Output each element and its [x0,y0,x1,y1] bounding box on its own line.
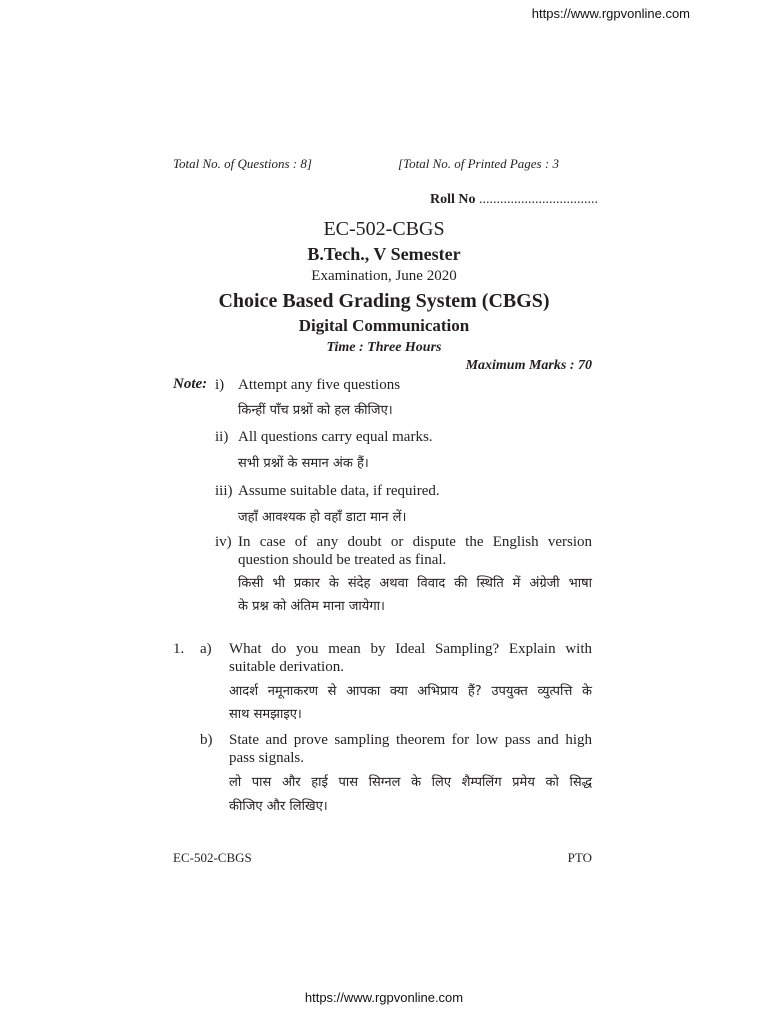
note-2-en: All questions carry equal marks. [238,429,433,445]
exam: Examination, June 2020 [311,268,457,284]
scheme: Choice Based Grading System (CBGS) [218,290,550,312]
note-4-en-line2: question should be treated as final. [238,552,447,568]
roll-no-label: Roll No [430,192,476,207]
max-marks: Maximum Marks : 70 [465,358,592,373]
question-1a-label: a) [200,641,212,657]
note-4-hi-line1: किसी भी प्रकार के संदेह अथवा विवाद की स्थिति में अंग्रेजी भाषा [238,576,592,591]
header-url[interactable]: https://www.rgpvonline.com [531,6,690,21]
note-3-num: iii) [215,483,233,499]
question-1b-en-line1: State and prove sampling theorem for low pass and high [229,732,592,748]
footer-url[interactable]: https://www.rgpvonline.com [304,990,464,1005]
note-2-num: ii) [215,429,229,445]
question-1-num: 1. [173,641,185,657]
question-1b-hi-line2: कीजिए और लिखिए। [229,799,328,814]
note-4-num: iv) [215,534,232,550]
footer-code: EC-502-CBGS [173,850,252,865]
note-4-hi-line2: के प्रश्न को अंतिम माना जायेगा। [238,599,385,614]
question-1b-label: b) [200,732,213,748]
question-1b-hi-line1: लो पास और हाई पास सिग्नल के लिए शैम्पलिंग प्रमेय को सिद्ध [229,775,592,790]
subject: Digital Communication [298,316,470,335]
footer-pto: PTO [567,850,592,865]
note-3-hi: जहाँ आवश्यक हो वहाँ डाटा मान लें। [238,510,407,525]
time: Time : Three Hours [326,340,442,355]
note-1-en: Attempt any five questions [238,377,401,393]
question-1a-en-line2: suitable derivation. [229,659,344,675]
note-4-en-line1: In case of any doubt or dispute the English version [238,534,592,550]
question-1a-hi-line2: साथ समझाइए। [229,707,302,722]
question-1a-en-line1: What do you mean by Ideal Sampling? Explain with [229,641,592,657]
roll-no [430,192,598,208]
total-pages: [Total No. of Printed Pages : 3 [398,156,559,171]
question-1a-hi-line1: आदर्श नमूनाकरण से आपका क्या अभिप्राय हैं? उपयुक्त व्युत्पत्ति के [229,684,592,699]
total-questions: Total No. of Questions : 8] [173,156,312,171]
course: B.Tech., V Semester [307,244,461,264]
note-label: Note: [173,376,208,392]
question-1b-en-line2: pass signals. [229,750,304,766]
note-1-num: i) [215,377,225,393]
note-1-hi: किन्हीं पाँच प्रश्नों को हल कीजिए। [238,403,393,418]
roll-no-dots: .................................. [479,192,598,207]
note-3-en: Assume suitable data, if required. [238,483,440,499]
paper-code: EC-502-CBGS [323,218,445,240]
note-2-hi: सभी प्रश्नों के समान अंक हैं। [238,456,369,471]
